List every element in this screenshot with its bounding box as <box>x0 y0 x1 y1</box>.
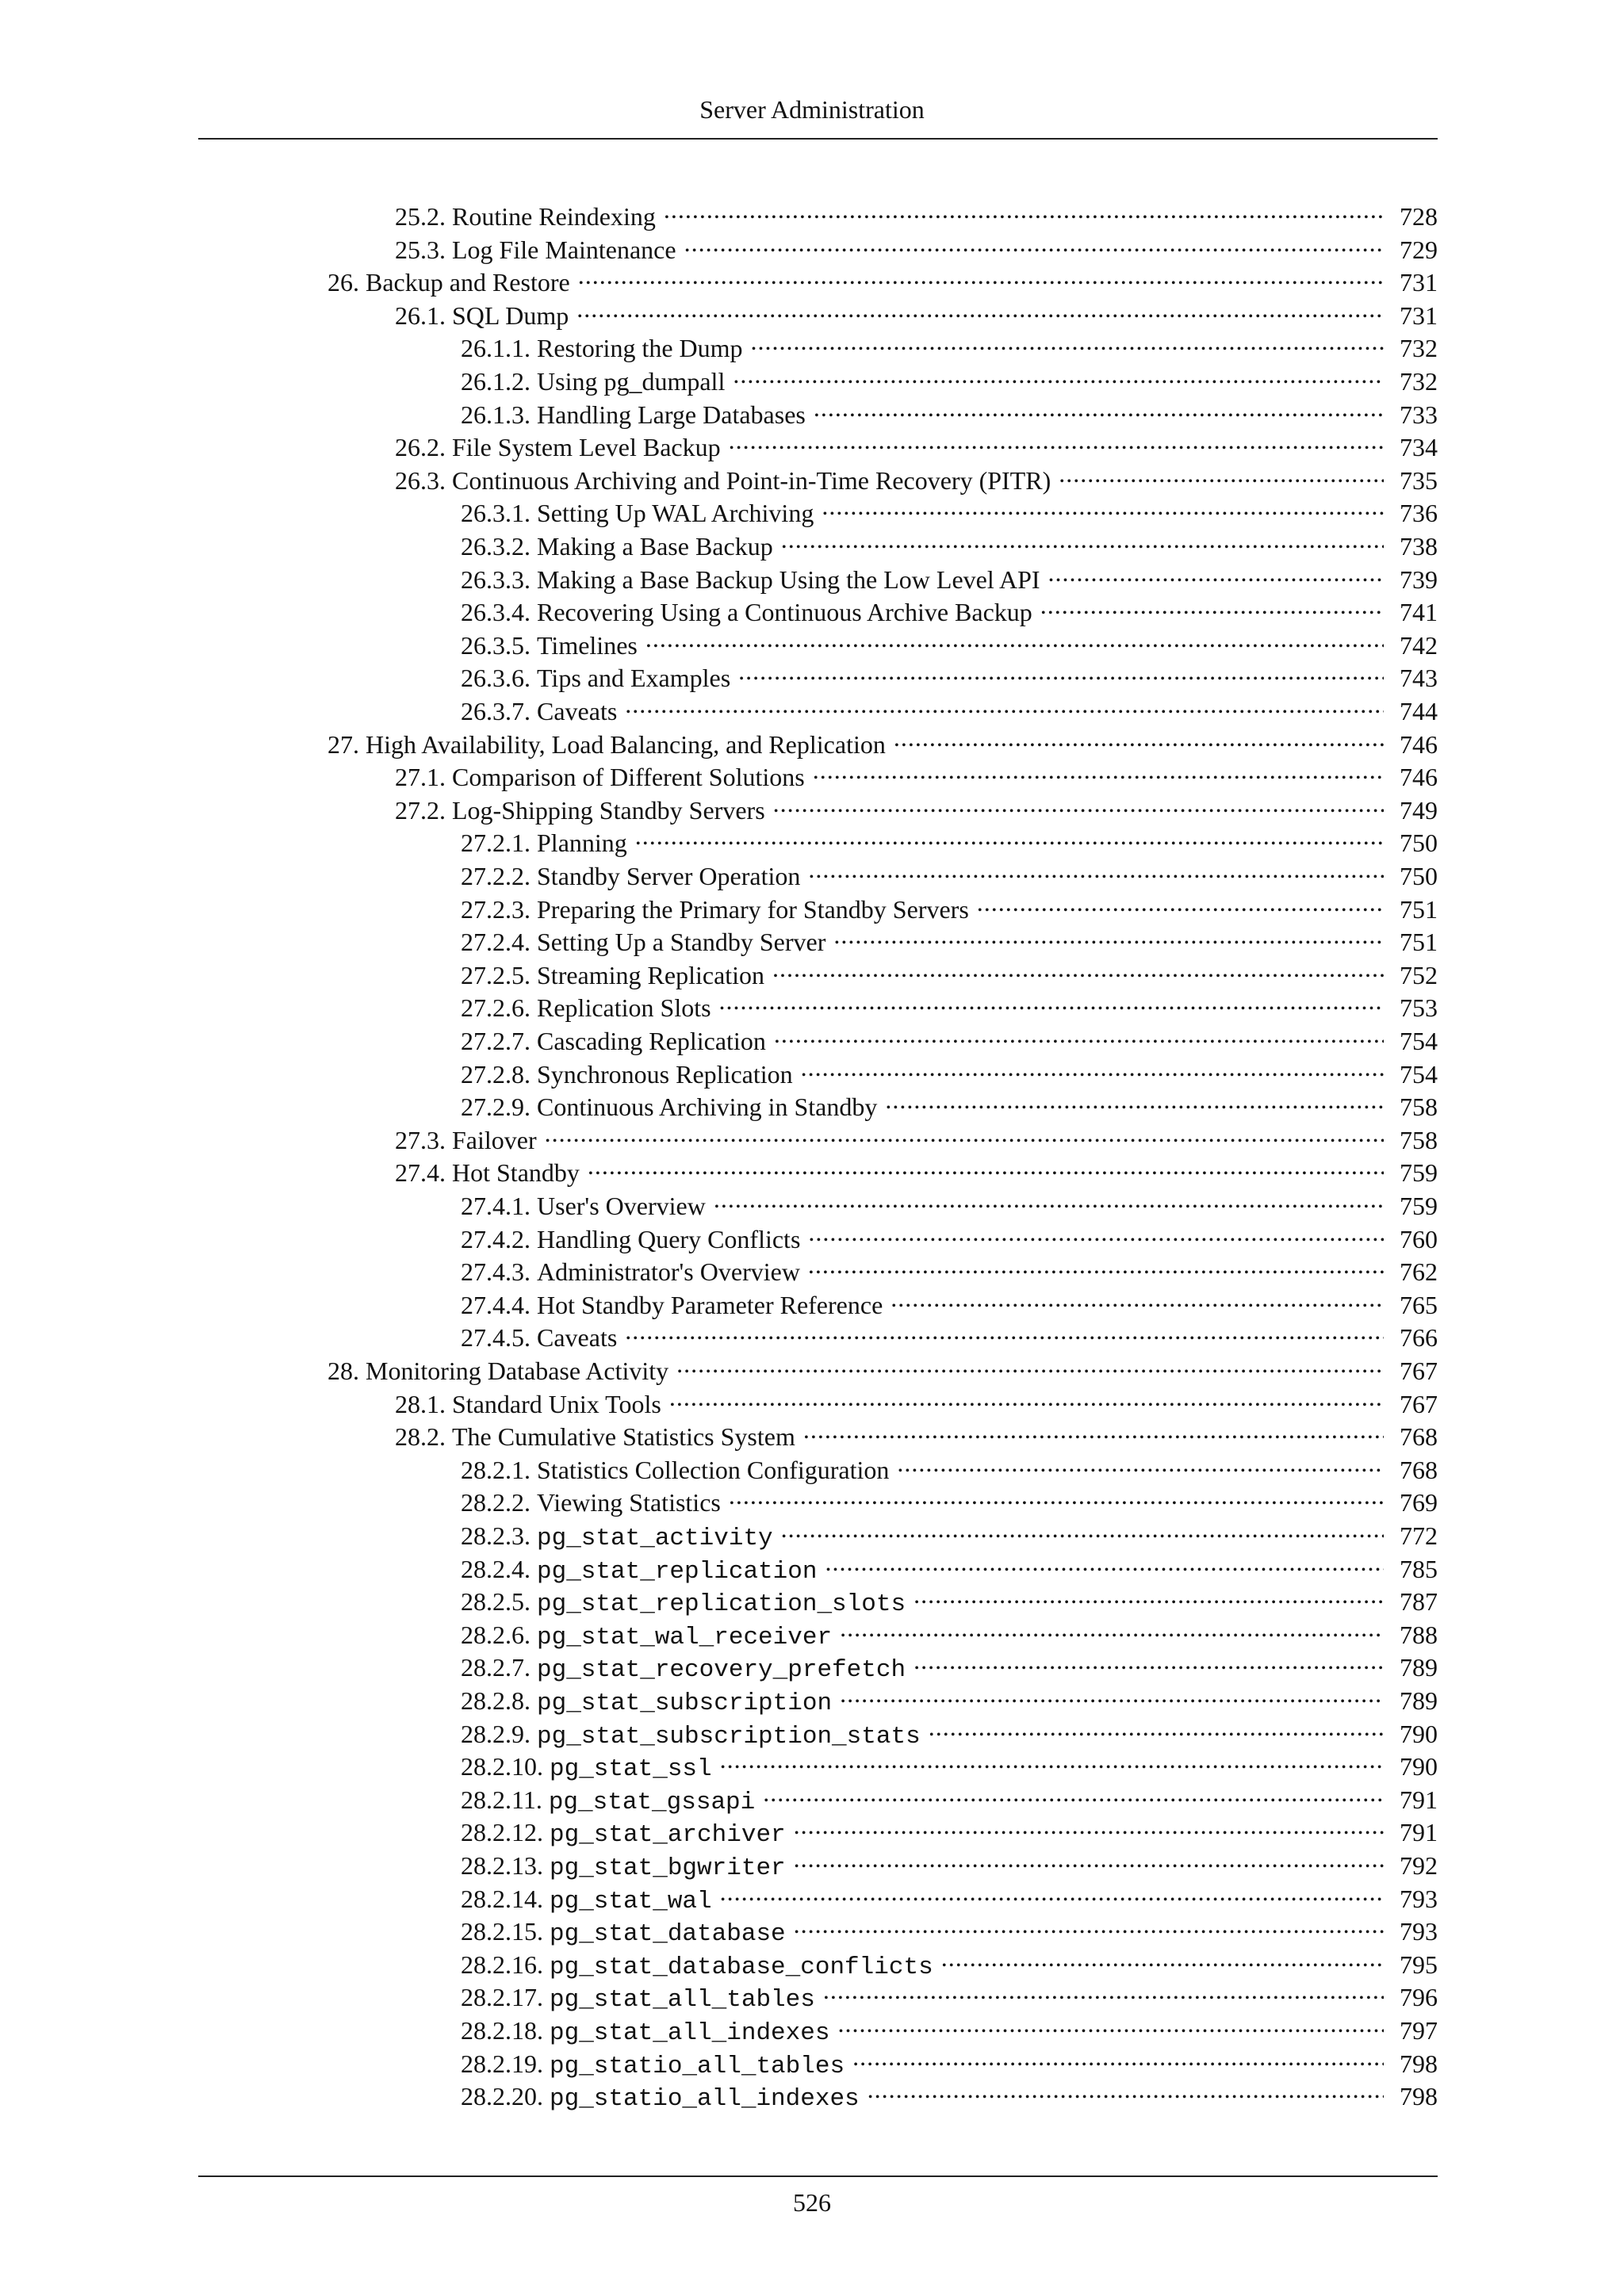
toc-entry-title: Log File Maintenance <box>452 235 676 264</box>
toc-entry-number: 26.3.7. <box>461 697 530 725</box>
toc-entry-title: Timelines <box>537 631 638 660</box>
toc-dot-leader <box>625 688 1384 720</box>
toc-entry-page: 751 <box>1400 928 1438 956</box>
toc-entry-page: 750 <box>1400 828 1438 857</box>
toc-entry-title: Restoring the Dump <box>537 334 743 362</box>
toc-entry-title: Standby Server Operation <box>537 862 801 890</box>
toc-dot-leader <box>803 1414 1384 1445</box>
toc-entry-title: Hot Standby <box>452 1158 580 1187</box>
toc-dot-leader <box>772 952 1384 984</box>
toc-entry[interactable] <box>461 1809 1438 1849</box>
toc-entry-page: 728 <box>1400 202 1438 231</box>
toc-entry-page: 798 <box>1400 2049 1438 2078</box>
toc-entry-number: 27.4.1. <box>461 1192 530 1220</box>
toc-entry-number: 28.2.19. <box>461 2049 543 2078</box>
toc-entry-page: 758 <box>1400 1093 1438 1121</box>
toc-entry[interactable] <box>461 523 1438 561</box>
toc-entry-page: 758 <box>1400 1126 1438 1154</box>
toc-entry[interactable] <box>327 1348 1438 1385</box>
toc-entry[interactable] <box>461 589 1438 626</box>
toc-dot-leader <box>720 1743 1384 1775</box>
toc-entry-page: 768 <box>1400 1422 1438 1451</box>
toc-entry-title: Viewing Statistics <box>537 1488 721 1517</box>
toc-entry-number: 27.2.1. <box>461 828 530 857</box>
toc-dot-leader <box>719 985 1384 1016</box>
toc-dot-leader <box>625 1314 1384 1346</box>
toc-dot-leader <box>833 919 1384 951</box>
toc-entry-title: Hot Standby Parameter Reference <box>537 1291 883 1319</box>
toc-entry-page: 789 <box>1400 1686 1438 1715</box>
toc-entry-title: Setting Up a Standby Server <box>537 928 826 956</box>
toc-entry[interactable] <box>461 1282 1438 1319</box>
toc-dot-leader <box>729 1479 1384 1511</box>
toc-entry-number: 25.2. <box>395 202 446 231</box>
toc-entry-page: 736 <box>1400 499 1438 527</box>
toc-entry-number: 28.2.18. <box>461 2016 543 2045</box>
toc-entry-page: 767 <box>1400 1390 1438 1418</box>
toc-entry-number: 27.2.3. <box>461 895 530 924</box>
toc-entry-title: pg_stat_gssapi <box>548 1789 756 1816</box>
toc-entry[interactable] <box>461 2073 1438 2113</box>
toc-entry-page: 793 <box>1400 1885 1438 1913</box>
toc-entry-number: 26.2. <box>395 433 446 461</box>
toc-entry[interactable] <box>461 2007 1438 2047</box>
toc-entry-title: pg_stat_all_indexes <box>550 2019 830 2047</box>
toc-dot-leader <box>808 1249 1384 1280</box>
toc-entry-title: Making a Base Backup <box>537 532 773 561</box>
toc-entry-page: 766 <box>1400 1323 1438 1352</box>
toc-dot-leader <box>894 721 1384 753</box>
toc-dot-leader <box>840 1678 1384 1709</box>
toc-entry-number: 26. <box>327 268 359 297</box>
toc-entry-number: 28.2.13. <box>461 1851 543 1880</box>
toc-entry[interactable] <box>461 1051 1438 1089</box>
toc-entry-title: pg_stat_replication_slots <box>537 1590 906 1618</box>
toc-entry-number: 27.4. <box>395 1158 446 1187</box>
toc-entry[interactable] <box>461 1974 1438 2014</box>
toc-entry-page: 759 <box>1400 1192 1438 1220</box>
toc-dot-leader <box>576 293 1384 324</box>
toc-entry-number: 27.2.7. <box>461 1027 530 1055</box>
toc-entry-number: 26.1.1. <box>461 334 530 362</box>
toc-entry-page: 749 <box>1400 796 1438 825</box>
toc-entry[interactable] <box>395 457 1438 495</box>
toc-entry-title: Synchronous Replication <box>537 1060 793 1089</box>
toc-entry-page: 743 <box>1400 664 1438 692</box>
toc-entry-number: 27.4.5. <box>461 1323 530 1352</box>
toc-entry-title: Handling Query Conflicts <box>537 1225 801 1253</box>
toc-entry-title: Caveats <box>537 1323 618 1352</box>
toc-entry-number: 28.2.8. <box>461 1686 530 1715</box>
toc-entry[interactable] <box>395 424 1438 461</box>
toc-entry[interactable] <box>395 227 1438 264</box>
toc-entry-title: pg_stat_archiver <box>550 1821 786 1849</box>
toc-dot-leader <box>738 655 1384 687</box>
toc-entry[interactable] <box>461 358 1438 396</box>
toc-dot-leader <box>868 2073 1384 2105</box>
toc-entry-title: SQL Dump <box>452 301 569 330</box>
toc-entry-title: pg_stat_recovery_prefetch <box>537 1656 906 1684</box>
toc-entry-number: 26.1.3. <box>461 400 530 429</box>
toc-entry[interactable] <box>461 557 1438 594</box>
toc-entry-title: Standard Unix Tools <box>452 1390 661 1418</box>
toc-entry-number: 28.2.14. <box>461 1885 543 1913</box>
toc-entry-title: Using pg_dumpall <box>537 367 726 396</box>
toc-entry-title: Handling Large Databases <box>537 400 806 429</box>
toc-entry-page: 760 <box>1400 1225 1438 1253</box>
toc-entry-number: 28.2.16. <box>461 1950 543 1979</box>
toc-entry-number: 28.2. <box>395 1422 446 1451</box>
toc-dot-leader <box>729 424 1384 456</box>
toc-entry-page: 769 <box>1400 1488 1438 1517</box>
toc-entry-number: 28.2.10. <box>461 1752 543 1781</box>
toc-dot-leader <box>588 1150 1384 1181</box>
toc-entry-page: 795 <box>1400 1950 1438 1979</box>
toc-entry-page: 746 <box>1400 763 1438 791</box>
toc-entry-page: 750 <box>1400 862 1438 890</box>
toc-dot-leader <box>813 754 1384 786</box>
toc-dot-leader <box>823 1974 1384 2006</box>
toc-entry-page: 751 <box>1400 895 1438 924</box>
toc-entry[interactable] <box>395 1150 1438 1187</box>
toc-entry[interactable] <box>461 392 1438 429</box>
toc-entry-page: 735 <box>1400 466 1438 495</box>
toc-entry-page: 785 <box>1400 1555 1438 1583</box>
toc-dot-leader <box>977 886 1384 918</box>
toc-entry-number: 27.4.3. <box>461 1257 530 1286</box>
toc-dot-leader <box>763 1777 1384 1808</box>
toc-entry[interactable] <box>461 820 1438 857</box>
toc-entry-title: Cascading Replication <box>537 1027 766 1055</box>
toc-entry-page: 744 <box>1400 697 1438 725</box>
toc-dot-leader <box>774 1018 1384 1050</box>
toc-entry-page: 738 <box>1400 532 1438 561</box>
toc-entry-number: 27.2.6. <box>461 993 530 1022</box>
toc-dot-leader <box>825 1546 1384 1578</box>
toc-entry-number: 26.3.3. <box>461 565 530 594</box>
toc-dot-leader <box>794 1809 1384 1841</box>
toc-entry-number: 27.2. <box>395 796 446 825</box>
toc-entry-title: Continuous Archiving and Point-in-Time Recovery (PITR) <box>452 466 1051 495</box>
toc-entry[interactable] <box>395 1414 1438 1451</box>
toc-entry-page: 752 <box>1400 961 1438 989</box>
toc-entry-title: Replication Slots <box>537 993 711 1022</box>
toc-entry-page: 742 <box>1400 631 1438 660</box>
toc-entry-page: 789 <box>1400 1653 1438 1682</box>
toc-entry-page: 734 <box>1400 433 1438 461</box>
toc-entry-page: 733 <box>1400 400 1438 429</box>
page-number: 526 <box>793 2188 831 2217</box>
toc-entry-number: 27.4.2. <box>461 1225 530 1253</box>
toc-entry[interactable] <box>461 688 1438 725</box>
toc-entry-page: 768 <box>1400 1456 1438 1484</box>
toc-entry-title: pg_stat_bgwriter <box>550 1854 786 1882</box>
toc-entry-page: 767 <box>1400 1357 1438 1385</box>
toc-entry[interactable] <box>461 1908 1438 1948</box>
toc-entry[interactable] <box>395 787 1438 825</box>
toc-entry-number: 28. <box>327 1357 359 1385</box>
toc-entry-page: 731 <box>1400 301 1438 330</box>
toc-entry-number: 26.3.4. <box>461 598 530 626</box>
toc-entry-title: Caveats <box>537 697 618 725</box>
toc-entry-page: 772 <box>1400 1521 1438 1550</box>
toc-dot-leader <box>814 392 1384 423</box>
toc-entry[interactable] <box>461 1479 1438 1517</box>
toc-entry-title: pg_statio_all_indexes <box>550 2085 860 2113</box>
toc-dot-leader <box>676 1348 1384 1380</box>
toc-entry-number: 28.2.5. <box>461 1587 530 1616</box>
toc-entry-title: Backup and Restore <box>366 268 570 297</box>
toc-entry[interactable] <box>461 853 1438 890</box>
toc-dot-leader <box>914 1644 1384 1676</box>
toc-entry-page: 759 <box>1400 1158 1438 1187</box>
toc-entry-page: 754 <box>1400 1027 1438 1055</box>
toc-dot-leader <box>891 1282 1384 1314</box>
toc-entry[interactable] <box>461 1942 1438 1981</box>
toc-entry-title: pg_stat_subscription_stats <box>537 1723 921 1751</box>
toc-entry[interactable] <box>461 325 1438 362</box>
toc-entry[interactable] <box>461 655 1438 692</box>
toc-entry-page: 790 <box>1400 1752 1438 1781</box>
toc-entry-title: pg_stat_all_tables <box>550 1986 815 2014</box>
toc-entry-number: 28.1. <box>395 1390 446 1418</box>
toc-entry-number: 27.1. <box>395 763 446 791</box>
toc-entry[interactable] <box>461 1183 1438 1220</box>
toc-entry-number: 27.2.4. <box>461 928 530 956</box>
toc-entry-number: 26.1. <box>395 301 446 330</box>
toc-entry-title: Planning <box>537 828 627 857</box>
toc-entry-title: Setting Up WAL Archiving <box>537 499 814 527</box>
toc-entry-number: 25.3. <box>395 235 446 264</box>
toc-entry-page: 796 <box>1400 1983 1438 2011</box>
toc-dot-leader <box>733 358 1384 390</box>
toc-entry-title: Recovering Using a Continuous Archive Backup <box>537 598 1032 626</box>
toc-dot-leader <box>885 1084 1384 1115</box>
toc-entry-number: 28.2.11. <box>461 1785 542 1814</box>
toc-entry[interactable] <box>461 1578 1438 1618</box>
toc-entry[interactable] <box>461 622 1438 660</box>
toc-entry[interactable] <box>461 1678 1438 1717</box>
toc-dot-leader <box>897 1447 1384 1479</box>
toc-dot-leader <box>794 1908 1384 1940</box>
toc-entry-title: pg_stat_activity <box>537 1525 773 1552</box>
toc-entry-number: 28.2.17. <box>461 1983 543 2011</box>
toc-dot-leader <box>914 1578 1384 1610</box>
toc-entry[interactable] <box>395 754 1438 791</box>
toc-entry[interactable] <box>461 952 1438 989</box>
toc-entry-number: 28.2.7. <box>461 1653 530 1682</box>
toc-entry-title: File System Level Backup <box>452 433 721 461</box>
toc-entry-number: 26.3.2. <box>461 532 530 561</box>
toc-dot-leader <box>929 1711 1384 1743</box>
toc-entry-number: 28.2.12. <box>461 1818 543 1846</box>
toc-entry-title: Monitoring Database Activity <box>366 1357 669 1385</box>
toc-entry-page: 741 <box>1400 598 1438 626</box>
toc-entry-page: 792 <box>1400 1851 1438 1880</box>
toc-entry-title: High Availability, Load Balancing, and Replication <box>366 730 886 759</box>
toc-entry-page: 798 <box>1400 2082 1438 2110</box>
toc-entry-title: Streaming Replication <box>537 961 765 989</box>
toc-entry-page: 739 <box>1400 565 1438 594</box>
toc-dot-leader <box>941 1942 1384 1973</box>
toc-dot-leader <box>1040 589 1384 621</box>
toc-dot-leader <box>578 259 1384 291</box>
toc-entry-title: Comparison of Different Solutions <box>452 763 805 791</box>
toc-dot-leader <box>684 227 1384 258</box>
toc-entry-number: 26.3. <box>395 466 446 495</box>
toc-entry-title: Continuous Archiving in Standby <box>537 1093 878 1121</box>
toc-entry-page: 793 <box>1400 1917 1438 1946</box>
toc-entry[interactable] <box>461 1612 1438 1651</box>
toc-entry-number: 28.2.3. <box>461 1521 530 1550</box>
toc-dot-leader <box>669 1381 1384 1413</box>
footer-rule <box>198 2175 1438 2177</box>
toc-entry-page: 731 <box>1400 268 1438 297</box>
toc-entry-title: The Cumulative Statistics System <box>452 1422 795 1451</box>
toc-dot-leader <box>773 787 1384 819</box>
toc-entry-title: pg_stat_replication <box>537 1558 818 1586</box>
toc-entry-page: 797 <box>1400 2016 1438 2045</box>
toc-dot-leader <box>664 193 1384 225</box>
toc-dot-leader <box>794 1843 1384 1874</box>
toc-entry[interactable] <box>461 2041 1438 2080</box>
toc-dot-leader <box>781 1513 1384 1544</box>
toc-entry[interactable] <box>395 293 1438 330</box>
toc-dot-leader <box>840 1612 1384 1644</box>
toc-dot-leader <box>852 2041 1384 2072</box>
toc-entry[interactable] <box>461 1018 1438 1055</box>
toc-entry-number: 26.3.5. <box>461 631 530 660</box>
toc-entry[interactable] <box>395 1117 1438 1154</box>
toc-entry-number: 27.3. <box>395 1126 446 1154</box>
toc-entry-number: 28.2.9. <box>461 1720 530 1748</box>
toc-entry[interactable] <box>461 1743 1438 1783</box>
toc-entry[interactable] <box>461 490 1438 527</box>
toc-entry-title: Administrator's Overview <box>537 1257 800 1286</box>
toc-dot-leader <box>720 1876 1384 1908</box>
toc-dot-leader <box>645 622 1384 654</box>
toc-entry-number: 28.2.20. <box>461 2082 543 2110</box>
toc-entry-page: 790 <box>1400 1720 1438 1748</box>
toc-entry-title: Preparing the Primary for Standby Servers <box>537 895 969 924</box>
toc-entry[interactable] <box>461 1777 1438 1816</box>
toc-dot-leader <box>545 1117 1384 1149</box>
toc-entry[interactable] <box>461 1644 1438 1684</box>
toc-entry-title: pg_stat_wal_receiver <box>537 1624 833 1651</box>
toc-entry-title: Making a Base Backup Using the Low Level API <box>537 565 1040 594</box>
toc-entry[interactable] <box>461 1513 1438 1552</box>
toc-entry[interactable] <box>461 1216 1438 1253</box>
toc-dot-leader <box>808 853 1384 885</box>
toc-entry[interactable] <box>461 1546 1438 1586</box>
toc-entry[interactable] <box>461 886 1438 924</box>
toc-entry[interactable] <box>461 1711 1438 1751</box>
toc-entry[interactable] <box>461 1249 1438 1286</box>
toc-entry-title: pg_stat_wal <box>550 1888 712 1915</box>
toc-entry-number: 27. <box>327 730 359 759</box>
toc-dot-leader <box>1059 457 1384 489</box>
toc-entry-title: Statistics Collection Configuration <box>537 1456 890 1484</box>
toc-entry-title: Failover <box>452 1126 537 1154</box>
running-header-title: Server Administration <box>699 95 925 124</box>
toc-dot-leader <box>837 2007 1384 2039</box>
toc-entry-title: pg_statio_all_tables <box>550 2053 845 2080</box>
toc-entry-page: 788 <box>1400 1621 1438 1649</box>
toc-entry-number: 26.1.2. <box>461 367 530 396</box>
toc-entry[interactable] <box>327 259 1438 297</box>
toc-entry-title: pg_stat_database <box>550 1920 786 1948</box>
toc-entry-page: 762 <box>1400 1257 1438 1286</box>
toc-entry-number: 27.2.2. <box>461 862 530 890</box>
toc-entry-number: 26.3.6. <box>461 664 530 692</box>
toc-entry-title: pg_stat_subscription <box>537 1689 833 1717</box>
toc-entry[interactable] <box>461 1084 1438 1121</box>
toc-dot-leader <box>751 325 1384 357</box>
toc-dot-leader <box>714 1183 1384 1215</box>
toc-entry[interactable] <box>327 721 1438 759</box>
toc-entry-page: 754 <box>1400 1060 1438 1089</box>
toc-entry-number: 28.2.6. <box>461 1621 530 1649</box>
toc-entry-number: 27.4.4. <box>461 1291 530 1319</box>
toc-entry-number: 27.2.5. <box>461 961 530 989</box>
toc-entry[interactable] <box>461 919 1438 956</box>
toc-entry-number: 27.2.9. <box>461 1093 530 1121</box>
toc-entry-title: Tips and Examples <box>537 664 731 692</box>
toc-entry-page: 729 <box>1400 235 1438 264</box>
toc-entry[interactable] <box>461 985 1438 1022</box>
toc-entry-page: 791 <box>1400 1818 1438 1846</box>
toc-entry-page: 791 <box>1400 1785 1438 1814</box>
toc-entry-title: Log-Shipping Standby Servers <box>452 796 765 825</box>
toc-entry[interactable] <box>395 1381 1438 1418</box>
toc-entry-title: pg_stat_ssl <box>550 1755 712 1783</box>
toc-entry-number: 26.3.1. <box>461 499 530 527</box>
toc-entry-page: 787 <box>1400 1587 1438 1616</box>
toc-entry-page: 732 <box>1400 334 1438 362</box>
toc-dot-leader <box>781 523 1384 555</box>
header-rule <box>198 138 1438 140</box>
toc-entry[interactable] <box>461 1843 1438 1882</box>
toc-entry-title: User's Overview <box>537 1192 706 1220</box>
toc-entry-page: 746 <box>1400 730 1438 759</box>
toc-dot-leader <box>822 490 1384 522</box>
toc-entry-number: 28.2.15. <box>461 1917 543 1946</box>
toc-entry-number: 28.2.4. <box>461 1555 530 1583</box>
toc-entry[interactable] <box>461 1876 1438 1915</box>
toc-entry-title: Routine Reindexing <box>452 202 656 231</box>
toc-entry-number: 28.2.2. <box>461 1488 530 1517</box>
toc-entry-page: 765 <box>1400 1291 1438 1319</box>
toc-entry[interactable] <box>395 193 1438 231</box>
toc-entry[interactable] <box>461 1314 1438 1352</box>
toc-dot-leader <box>801 1051 1384 1083</box>
toc-entry[interactable] <box>461 1447 1438 1484</box>
toc-dot-leader <box>1048 557 1384 588</box>
toc-entry-page: 753 <box>1400 993 1438 1022</box>
toc-dot-leader <box>635 820 1384 851</box>
toc-entry-number: 28.2.1. <box>461 1456 530 1484</box>
toc-entry-number: 27.2.8. <box>461 1060 530 1089</box>
toc-entry-page: 732 <box>1400 367 1438 396</box>
toc-dot-leader <box>808 1216 1384 1248</box>
toc-entry-title: pg_stat_database_conflicts <box>550 1954 933 1981</box>
